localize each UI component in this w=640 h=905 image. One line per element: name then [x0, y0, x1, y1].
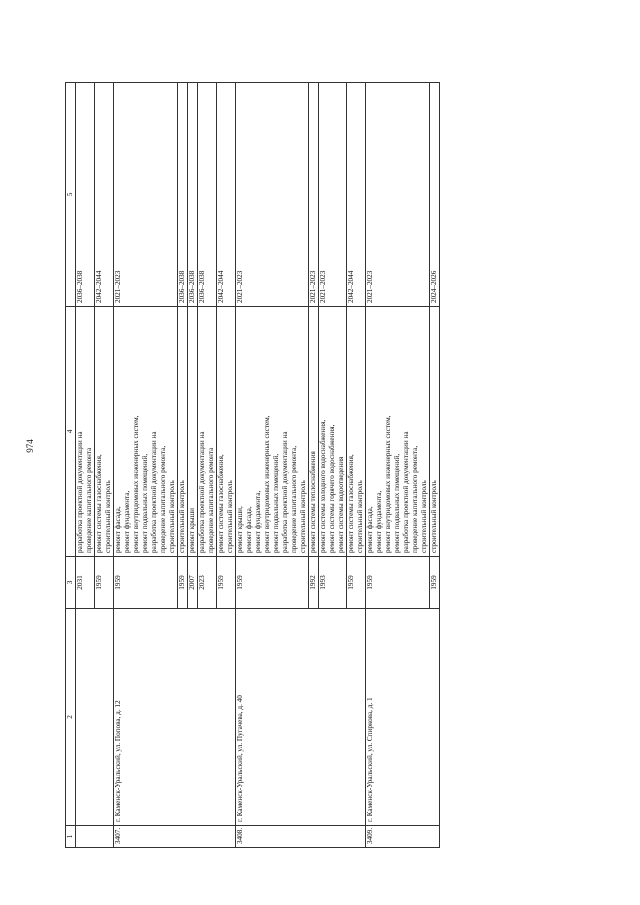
row-period: 2021–2023	[309, 83, 319, 307]
table-row	[309, 83, 319, 848]
row-works	[319, 307, 347, 557]
work-item: ремонт внутридомовых инженерных систем,	[263, 415, 271, 553]
row-number	[217, 826, 236, 848]
row-works	[430, 307, 440, 557]
row-address: г. Каменск-Уральский, ул. Пугачева, д. 40	[236, 609, 309, 826]
row-address: г. Каменск-Уральский, ул. Спиркова, д. 1	[366, 609, 430, 826]
row-address	[95, 609, 114, 826]
header-col-5: 5	[66, 83, 76, 307]
work-item: разработка проектной документации на	[150, 431, 158, 553]
table-row	[95, 83, 114, 848]
row-number: 3409.	[366, 826, 430, 848]
table-row	[236, 83, 309, 848]
work-item: разработка проектной документации на	[198, 431, 206, 553]
work-item: строительный контроль	[430, 480, 438, 553]
row-period: 2036–2038	[198, 83, 217, 307]
work-item: строительный контроль	[226, 480, 234, 553]
work-item: ремонт подвальных помещений,	[272, 453, 280, 553]
work-item: ремонт подвальных помещений,	[393, 453, 401, 553]
work-item: ремонт системы газоснабжения,	[95, 454, 103, 553]
work-item: проведение капитального ремонта,	[290, 445, 298, 553]
table-row	[114, 83, 178, 848]
work-item: ремонт фундамента,	[254, 490, 262, 553]
row-works	[217, 307, 236, 557]
row-address	[198, 609, 217, 826]
table-row	[366, 83, 430, 848]
row-works	[95, 307, 114, 557]
row-number	[347, 826, 366, 848]
row-number: 3408.	[236, 826, 309, 848]
table-row	[430, 83, 440, 848]
row-period: 2021–2023	[114, 83, 178, 307]
row-address	[178, 609, 188, 826]
work-item: ремонт системы холодного водоснабжения,	[319, 419, 327, 553]
work-item: ремонт системы теплоснабжения	[309, 451, 317, 553]
row-works	[347, 307, 366, 557]
work-item: ремонт внутридомовых инженерных систем,	[384, 415, 392, 553]
work-item: ремонт подвальных помещений,	[141, 453, 149, 553]
work-item: ремонт фундамента,	[123, 490, 131, 553]
row-address	[430, 609, 440, 826]
row-number	[319, 826, 347, 848]
table-body	[76, 83, 440, 848]
row-period: 2024–2026	[430, 83, 440, 307]
table-row	[178, 83, 188, 848]
row-number	[76, 826, 95, 848]
row-works	[76, 307, 95, 557]
work-item: проведение капитального ремонта,	[159, 445, 167, 553]
work-item: ремонт крыши	[188, 507, 196, 553]
row-year: 1959	[178, 557, 188, 609]
work-item: проведение капитального ремонта	[85, 447, 93, 553]
row-year: 1959	[366, 557, 430, 609]
work-item: строительный контроль	[299, 480, 307, 553]
row-number	[430, 826, 440, 848]
row-address	[217, 609, 236, 826]
work-item: ремонт системы водоотведения	[337, 456, 345, 553]
row-period: 2036–2038	[76, 83, 95, 307]
row-address	[188, 609, 198, 826]
row-number	[198, 826, 217, 848]
table-row	[198, 83, 217, 848]
row-period: 2042–2044	[347, 83, 366, 307]
row-address	[76, 609, 95, 826]
work-item: ремонт фасада,	[114, 506, 122, 553]
table-row	[217, 83, 236, 848]
row-period: 2021–2023	[236, 83, 309, 307]
row-works	[198, 307, 217, 557]
row-number	[309, 826, 319, 848]
row-period: 2036–2038	[188, 83, 198, 307]
row-year: 2031	[76, 557, 95, 609]
table-header-row	[66, 83, 76, 848]
row-year: 1959	[114, 557, 178, 609]
row-year: 1993	[319, 557, 347, 609]
table-row	[319, 83, 347, 848]
row-number: 3407.	[114, 826, 178, 848]
row-number	[188, 826, 198, 848]
work-item: ремонт фундамента,	[375, 490, 383, 553]
row-year: 1959	[236, 557, 309, 609]
work-item: строительный контроль	[178, 480, 186, 553]
capital-repair-table	[65, 82, 440, 848]
work-item: проведение капитального ремонта	[207, 447, 215, 553]
row-address	[347, 609, 366, 826]
row-year: 1959	[95, 557, 114, 609]
page-number: 974	[25, 439, 35, 453]
row-address	[309, 609, 319, 826]
work-item: разработка проектной документации на	[76, 431, 84, 553]
work-item: ремонт системы газоснабжения,	[217, 454, 225, 553]
row-works	[236, 307, 309, 557]
work-item: ремонт внутридомовых инженерных систем,	[132, 415, 140, 553]
row-number	[178, 826, 188, 848]
work-item: проведение капитального ремонта,	[411, 445, 419, 553]
work-item: ремонт фасада,	[245, 506, 253, 553]
row-period: 2036–2038	[178, 83, 188, 307]
row-year: 2023	[198, 557, 217, 609]
row-year: 1959	[347, 557, 366, 609]
work-item: ремонт крыши,	[236, 506, 244, 553]
row-period: 2042–2044	[95, 83, 114, 307]
table-row	[188, 83, 198, 848]
header-col-2: 2	[66, 609, 76, 826]
work-item: строительный контроль	[104, 480, 112, 553]
work-item: разработка проектной документации на	[402, 431, 410, 553]
rotated-page-content	[65, 83, 575, 848]
table-row	[76, 83, 95, 848]
header-col-3: 3	[66, 557, 76, 609]
work-item: ремонт системы горячего водоснабжения,	[328, 424, 336, 553]
row-address	[319, 609, 347, 826]
row-year: 1959	[430, 557, 440, 609]
work-item: разработка проектной документации на	[281, 431, 289, 553]
header-col-4: 4	[66, 307, 76, 557]
row-address: г. Каменск-Уральский, ул. Попова, д. 12	[114, 609, 178, 826]
work-item: строительный контроль	[356, 480, 364, 553]
row-year: 1992	[309, 557, 319, 609]
row-period: 2021–2023	[319, 83, 347, 307]
row-works	[178, 307, 188, 557]
header-col-1: 1	[66, 826, 76, 848]
row-works	[188, 307, 198, 557]
row-works	[114, 307, 178, 557]
table-row	[347, 83, 366, 848]
work-item: ремонт фасада,	[366, 506, 374, 553]
row-period: 2021–2023	[366, 83, 430, 307]
work-item: строительный контроль	[420, 480, 428, 553]
row-year: 2007	[188, 557, 198, 609]
row-works	[309, 307, 319, 557]
row-year: 1959	[217, 557, 236, 609]
row-period: 2042–2044	[217, 83, 236, 307]
row-works	[366, 307, 430, 557]
work-item: ремонт системы газоснабжения,	[347, 454, 355, 553]
work-item: строительный контроль	[168, 480, 176, 553]
row-number	[95, 826, 114, 848]
